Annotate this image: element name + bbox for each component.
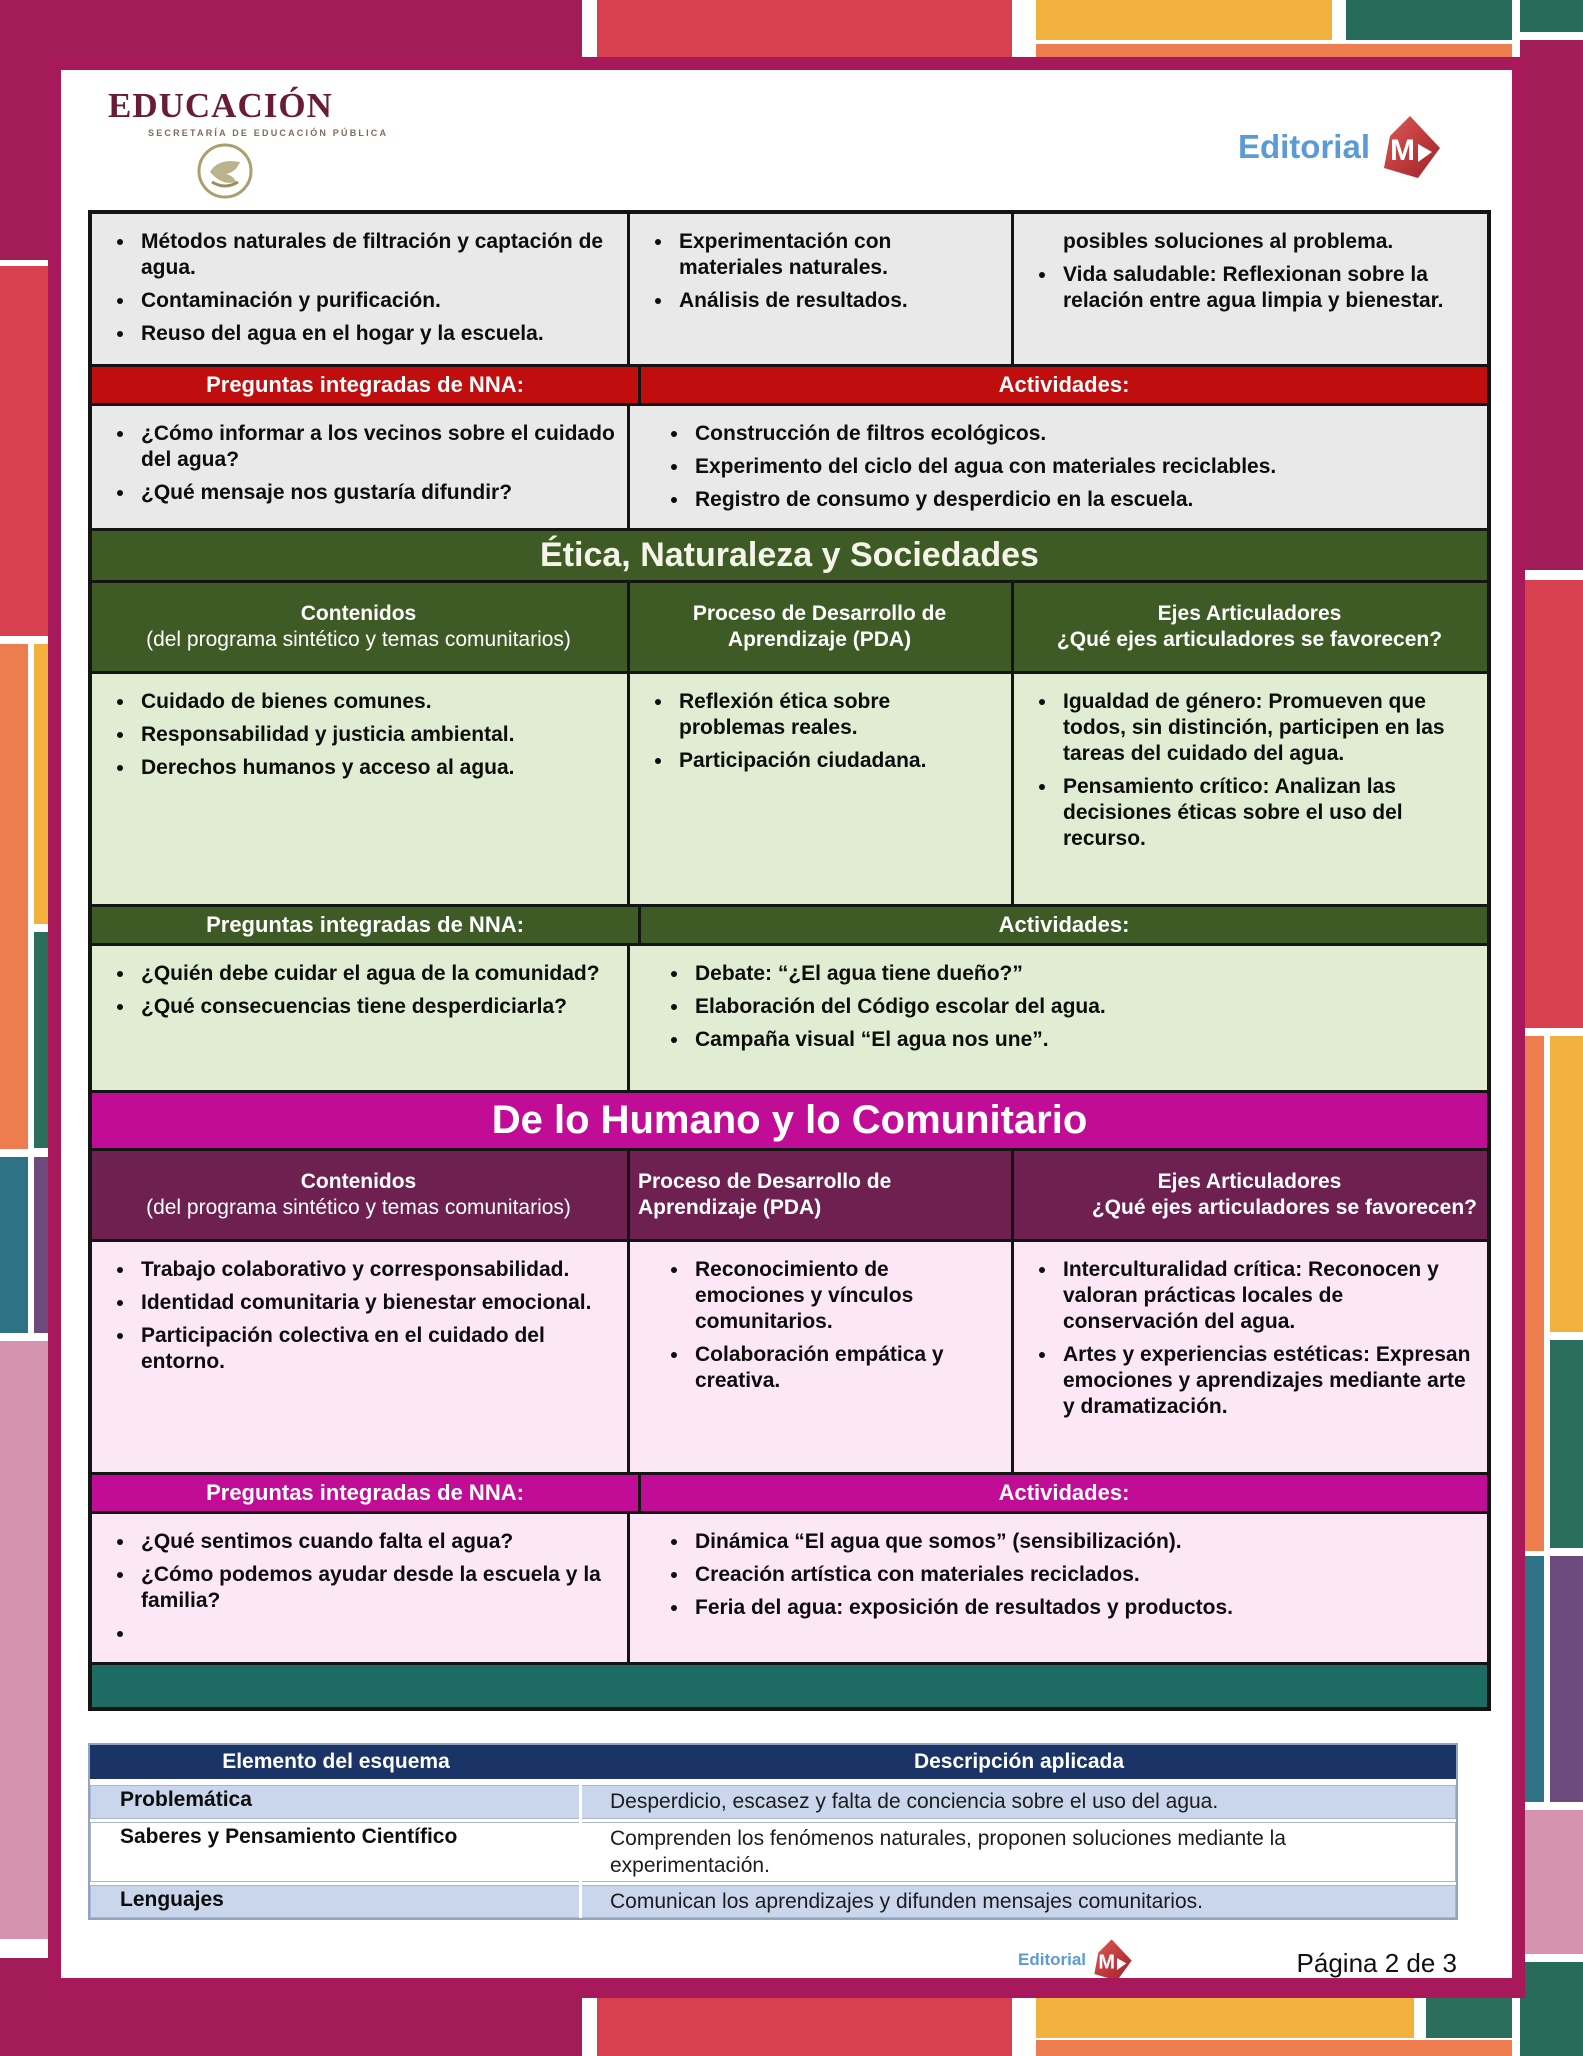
- md-play-triangle-icon: [1376, 114, 1442, 180]
- editorial-md-logo: [1238, 114, 1442, 180]
- mosaic-tile: [1036, 0, 1332, 40]
- list-item: • ¿Qué consecuencias tiene desperdiciarla?: [136, 994, 617, 1020]
- list-item: • ¿Quién debe cuidar el agua de la comunidad?: [136, 961, 617, 987]
- list-item: • Experimentación con materiales naturales.: [674, 229, 1001, 281]
- mosaic-tile: [1036, 1998, 1414, 2038]
- list-item: • Trabajo colaborativo y corresponsabilidad.: [136, 1257, 617, 1283]
- list-item: • Registro de consumo y desperdicio en la escuela.: [690, 487, 1477, 513]
- mosaic-tile: [1520, 580, 1583, 1028]
- list-item: • Colaboración empática y creativa.: [690, 1342, 1001, 1394]
- etica-preguntas-row: [92, 943, 1487, 1090]
- pda-cell: [630, 214, 1014, 364]
- header-subtitle: ¿Qué ejes articuladores se favorecen?: [1091, 1196, 1477, 1220]
- list-item: • Análisis de resultados.: [674, 288, 1001, 314]
- spacer-bar: [92, 1665, 1487, 1707]
- etica-column-headers: [92, 580, 1487, 671]
- mosaic-tile: [1036, 2040, 1512, 2056]
- mosaic-tile: [0, 266, 48, 636]
- list-item: • Construcción de filtros ecológicos.: [690, 421, 1477, 447]
- list-item: • Reflexión ética sobre problemas reales.: [674, 689, 1001, 741]
- actividades-header: Actividades:: [641, 1475, 1487, 1511]
- mosaic-tile: [597, 0, 1012, 62]
- ejes-column-header: [1014, 1151, 1487, 1239]
- page-header: [88, 76, 1512, 210]
- contenidos-cell: [92, 214, 630, 364]
- teal-spacer-row: [92, 1662, 1487, 1707]
- mosaic-tile: [1520, 1962, 1583, 2056]
- actividades-cell: [630, 406, 1487, 528]
- mosaic-tile: [1520, 0, 1583, 32]
- humano-column-headers: [92, 1148, 1487, 1239]
- list-item: • Experimento del ciclo del agua con materiales reciclables.: [690, 454, 1477, 480]
- list-item: • Feria del agua: exposición de resultados y productos.: [690, 1595, 1477, 1621]
- ejes-cell: [1014, 1242, 1487, 1472]
- sep-subtitle: SECRETARÍA DE EDUCACIÓN PÚBLICA: [148, 128, 389, 138]
- elemento-cell: Saberes y Pensamiento Científico: [90, 1822, 582, 1883]
- list-item: • Vida saludable: Reflexionan sobre la relación entre agua limpia y bienestar.: [1058, 262, 1477, 314]
- etica-section-title: Ética, Naturaleza y Sociedades: [92, 531, 1487, 580]
- header-subtitle: (del programa sintético y temas comunitarios): [146, 628, 571, 652]
- list-item: • Elaboración del Código escolar del agua.: [690, 994, 1477, 1020]
- list-item: • ¿Qué sentimos cuando falta el agua?: [136, 1529, 617, 1555]
- list-item: • Dinámica “El agua que somos” (sensibilización).: [690, 1529, 1477, 1555]
- elemento-cell: Problemática: [90, 1785, 582, 1818]
- list-item: • Igualdad de género: Promueven que todos, sin distinción, participen en las tareas del cuidado del agua.: [1058, 689, 1477, 767]
- sep-wordmark: EDUCACIÓN: [108, 86, 333, 125]
- humano-preguntas-row: [92, 1511, 1487, 1662]
- preguntas-actividades-header-magenta: [92, 1472, 1487, 1511]
- mosaic-tile: [0, 644, 28, 1149]
- sep-logo: [108, 86, 388, 200]
- page-footer: [88, 1930, 1485, 1994]
- mexico-eagle-seal-icon: [196, 142, 254, 200]
- actividades-cell: [630, 1514, 1487, 1662]
- humano-content-row: [92, 1239, 1487, 1472]
- list-item: • Responsabilidad y justicia ambiental.: [136, 722, 617, 748]
- svg-text:M: M: [1390, 134, 1415, 167]
- summary-table-header: [90, 1745, 1456, 1782]
- mosaic-tile: [1520, 40, 1583, 570]
- mosaic-tile: [1550, 1036, 1583, 1332]
- contenidos-column-header: [92, 583, 630, 671]
- preguntas-header: Preguntas integradas de NNA:: [92, 1475, 641, 1511]
- ejes-cell: [1014, 214, 1487, 364]
- column-header-descripcion: Descripción aplicada: [913, 1750, 1125, 1774]
- etica-banner-row: [92, 528, 1487, 580]
- header-title: Contenidos: [300, 602, 417, 626]
- header-title: Ejes Articuladores: [1157, 1170, 1342, 1194]
- md-play-triangle-icon: [1089, 1938, 1133, 1982]
- column-header-elemento: Elemento del esquema: [222, 1750, 450, 1774]
- pda-column-header: Proceso de Desarrollo de Aprendizaje (PDA): [630, 583, 1014, 671]
- actividades-header: Actividades:: [641, 367, 1487, 403]
- editorial-wordmark: Editorial: [1018, 1950, 1087, 1970]
- preguntas-cell: [92, 1514, 630, 1662]
- pda-cell: [630, 1242, 1014, 1472]
- actividades-header: Actividades:: [641, 907, 1487, 943]
- editorial-md-logo-small: [1018, 1938, 1133, 1982]
- table-row: [90, 1819, 1456, 1883]
- elemento-cell: Lenguajes: [90, 1885, 582, 1918]
- svg-text:M: M: [1098, 1952, 1116, 1975]
- mosaic-tile: [1346, 0, 1512, 40]
- esquema-summary-table: [88, 1743, 1458, 1920]
- list-item: • Pensamiento crítico: Analizan las decisiones éticas sobre el uso del recurso.: [1058, 774, 1477, 852]
- pda-column-header: Proceso de Desarrollo de Aprendizaje (PDA): [630, 1151, 1014, 1239]
- saberes-preguntas-row: [92, 403, 1487, 528]
- descripcion-cell: Comprenden los fenómenos naturales, proponen soluciones mediante la experimentación.: [610, 1826, 1286, 1877]
- humano-section-title: De lo Humano y lo Comunitario: [92, 1093, 1487, 1148]
- preguntas-actividades-header-red: [92, 364, 1487, 403]
- editorial-wordmark: Editorial: [1237, 128, 1370, 165]
- list-item: • Creación artística con materiales reciclados.: [690, 1562, 1477, 1588]
- header-title: Contenidos: [300, 1170, 417, 1194]
- saberes-content-row: [92, 214, 1487, 364]
- list-item: • ¿Cómo informar a los vecinos sobre el cuidado del agua?: [136, 421, 617, 473]
- actividades-cell: [630, 946, 1487, 1090]
- list-item: • Reuso del agua en el hogar y la escuela.: [136, 321, 617, 347]
- list-item: • Derechos humanos y acceso al agua.: [136, 755, 617, 781]
- list-item: • Artes y experiencias estéticas: Expresan emociones y aprendizajes mediante arte y dramatización.: [1058, 1342, 1477, 1420]
- document-page: [48, 57, 1525, 1998]
- list-item: • Interculturalidad crítica: Reconocen y valoran prácticas locales de conservación del agua.: [1058, 1257, 1477, 1335]
- list-item: • Debate: “¿El agua tiene dueño?”: [690, 961, 1477, 987]
- descripcion-cell: Desperdicio, escasez y falta de conciencia sobre el uso del agua.: [610, 1790, 1219, 1814]
- list-item: [136, 1621, 617, 1647]
- preguntas-cell: [92, 406, 630, 528]
- preguntas-cell: [92, 946, 630, 1090]
- list-item: • Participación colectiva en el cuidado del entorno.: [136, 1323, 617, 1375]
- list-item: • Participación ciudadana.: [674, 748, 1001, 774]
- contenidos-cell: [92, 674, 630, 904]
- mosaic-tile: [1550, 1340, 1583, 1548]
- mosaic-tile: [1426, 1998, 1512, 2038]
- list-item-continuation: posibles soluciones al problema.: [1063, 230, 1394, 253]
- header-title: Ejes Articuladores: [1157, 602, 1342, 626]
- ejes-cell: [1014, 674, 1487, 904]
- descripcion-cell: Comunican los aprendizajes y difunden mensajes comunitarios.: [610, 1890, 1203, 1914]
- mosaic-tile: [1550, 1556, 1583, 1802]
- list-item: • Contaminación y purificación.: [136, 288, 617, 314]
- list-item: • Identidad comunitaria y bienestar emocional.: [136, 1290, 617, 1316]
- mosaic-tile: [0, 1157, 28, 1333]
- preguntas-actividades-header-green: [92, 904, 1487, 943]
- contenidos-cell: [92, 1242, 630, 1472]
- main-planner-table: [88, 210, 1491, 1711]
- list-item: • ¿Cómo podemos ayudar desde la escuela y la familia?: [136, 1562, 617, 1614]
- pda-cell: [630, 674, 1014, 904]
- mosaic-tile: [597, 1998, 1012, 2056]
- list-item: • Campaña visual “El agua nos une”.: [690, 1027, 1477, 1053]
- header-subtitle: (del programa sintético y temas comunitarios): [146, 1196, 571, 1220]
- table-row: [90, 1882, 1456, 1918]
- preguntas-header: Preguntas integradas de NNA:: [92, 367, 641, 403]
- list-item: • ¿Qué mensaje nos gustaría difundir?: [136, 480, 617, 506]
- humano-banner-row: [92, 1090, 1487, 1148]
- list-item: • Reconocimiento de emociones y vínculos comunitarios.: [690, 1257, 1001, 1335]
- contenidos-column-header: [92, 1151, 630, 1239]
- header-subtitle: ¿Qué ejes articuladores se favorecen?: [1056, 628, 1443, 652]
- page-number: Página 2 de 3: [1296, 1948, 1457, 1979]
- preguntas-header: Preguntas integradas de NNA:: [92, 907, 641, 943]
- list-item: • Métodos naturales de filtración y captación de agua.: [136, 229, 617, 281]
- table-row: [90, 1782, 1456, 1818]
- ejes-column-header: [1014, 583, 1487, 671]
- etica-content-row: [92, 671, 1487, 904]
- list-item: • Cuidado de bienes comunes.: [136, 689, 617, 715]
- mosaic-tile: [1520, 1810, 1583, 1954]
